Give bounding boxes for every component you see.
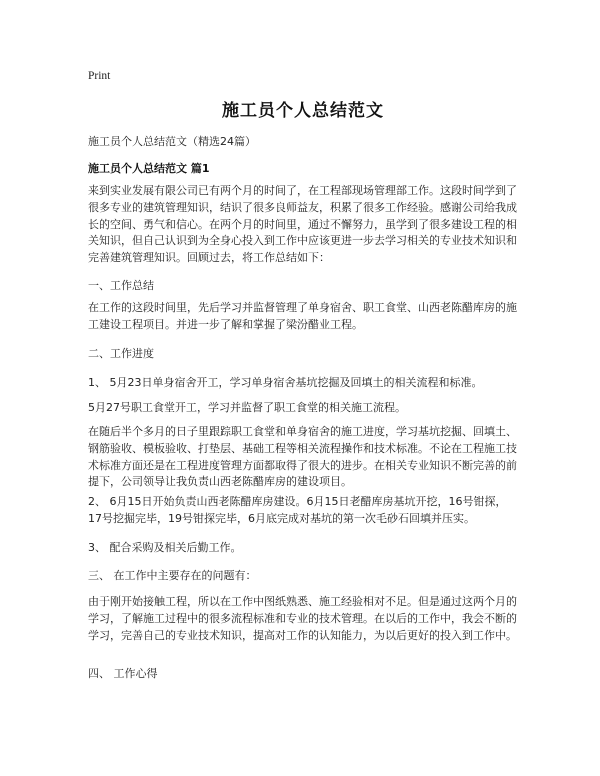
paragraph-progress-detail: 在随后半个多月的日子里跟踪职工食堂和单身宿舍的施工进度，学习基坑挖掘、回填土、钢筋验收、模板验收、打垫层、基础工程等相关流程操作和技术标准。不论在工程施工技术标准方面还是在工程进度管理方面都取得了很大的进步。在相关专业知识不断完善的前提下，公司领导让我负责山西老陈醋库房的建设项目。 [88, 425, 517, 489]
paragraph-work-summary: 在工作的这段时间里，先后学习并监督管理了单身宿舍、职工食堂、山西老陈醋库房的施工建设工程项目。并进一步了解和掌握了梁汾醋业工程。 [88, 301, 517, 331]
document-subtitle: 施工员个人总结范文（精选24篇） [88, 135, 256, 148]
paragraph-problems: 由于刚开始接触工程，所以在工作中图纸熟悉、施工经验相对不足。但是通过这两个月的学习，了解施工过程中的很多流程标准和专业的技术管理。在以后的工作中，我会不断的学习，完善自己的专业技术知识，提高对工作的认知能力，为以后更好的投入到工作中。 [88, 595, 517, 642]
document-title: 施工员个人总结范文 [222, 101, 384, 121]
print-link[interactable]: Print [88, 70, 111, 82]
paragraph-progress-3: 3、 配合采购及相关后勤工作。 [88, 541, 242, 554]
paragraph-progress-1: 1、 5月23日单身宿舍开工，学习单身宿舍基坑挖掘及回填土的相关流程和标准。 [88, 376, 483, 389]
heading-work-progress: 二、工作进度 [88, 347, 154, 360]
paragraph-progress-2: 2、 6月15日开始负责山西老陈醋库房建设。6月15日老醋库房基坑开挖，16号钳探，17号挖掘完毕，19号钳探完毕，6月底完成对基坑的第一次毛砂石回填并压实。 [88, 495, 507, 525]
paragraph-intro: 来到实业发展有限公司已有两个月的时间了，在工程部现场管理部工作。这段时间学到了很多专业的建筑管理知识，结识了很多良师益友，积累了很多工作经验。感谢公司给我成长的空间、勇气和信心。在两个月的时间里，通过不懈努力，虽学到了很多建设工程的相关知识，但自己认识到为全身心投入到工作中应该更进一步去学习相关的专业技术知识和完善建筑管理知识。回顾过去，将工作总结如下： [88, 184, 517, 265]
heading-work-insights: 四、 工作心得 [88, 667, 158, 680]
section-heading: 施工员个人总结范文 篇1 [88, 162, 210, 175]
paragraph-progress-canteen: 5月27号职工食堂开工，学习并监督了职工食堂的相关施工流程。 [88, 401, 406, 414]
heading-work-summary: 一、工作总结 [88, 279, 154, 292]
heading-problems: 三、 在工作中主要存在的问题有： [88, 569, 257, 582]
